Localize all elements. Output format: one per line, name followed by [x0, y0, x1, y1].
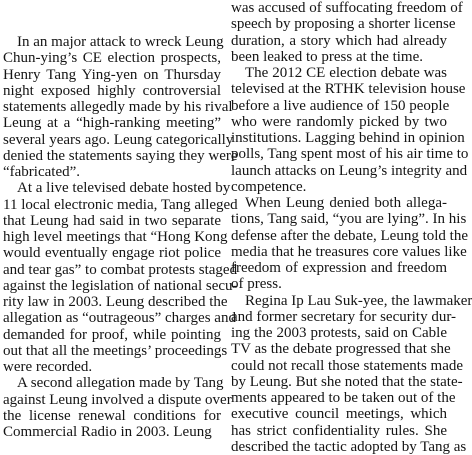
- text-line: against Leung involved a dispute over: [3, 392, 221, 408]
- text-line: televised at the RTHK television house: [231, 81, 447, 97]
- text-line: freedom of expression and freedom: [231, 260, 447, 276]
- text-line: tions, Tang said, “you are lying”. In his: [231, 211, 447, 227]
- left-column: [3, 0, 221, 440]
- paragraph: [3, 375, 221, 440]
- text-line: and former secretary for security dur-: [231, 309, 447, 325]
- text-line: statements allegedly made by his rival: [3, 99, 221, 115]
- text-line: and tear gas” to combat protests staged: [3, 262, 221, 278]
- text-line: demanded for proof, while pointing: [3, 327, 221, 343]
- text-line: The 2012 CE election debate was: [231, 65, 447, 81]
- paragraph: [3, 180, 221, 375]
- text-line: Henry Tang Ying-yen on Thursday: [3, 67, 221, 83]
- text-line: launch attacks on Leung’s integrity and: [231, 163, 447, 179]
- text-line: the license renewal conditions for: [3, 408, 221, 424]
- text-line: duration, a story which had already: [231, 33, 447, 49]
- text-line: 11 local electronic media, Tang alleged: [3, 197, 221, 213]
- text-line: high level meetings that “Hong Kong: [3, 229, 221, 245]
- text-line: Regina Ip Lau Suk-yee, the lawmaker: [231, 293, 447, 309]
- text-line: out that all the meetings’ proceedings: [3, 343, 221, 359]
- text-line: against the legislation of national secu-: [3, 278, 221, 294]
- paragraph: [231, 195, 447, 293]
- paragraph: [231, 293, 447, 455]
- text-line: polls, Tang spent most of his air time to: [231, 146, 447, 162]
- text-line: night exposed highly controversial: [3, 83, 221, 99]
- text-line: of press.: [231, 276, 447, 292]
- text-line: has strict confidentiality rules. She: [231, 423, 447, 439]
- text-line: speech by proposing a shorter license: [231, 16, 447, 32]
- text-line: Chun-ying’s CE election prospects,: [3, 50, 221, 66]
- text-line: would eventually engage riot police: [3, 245, 221, 261]
- text-line: executive council meetings, which: [231, 406, 447, 422]
- text-line: TV as the debate progressed that she: [231, 341, 447, 357]
- text-line: before a live audience of 150 people: [231, 98, 447, 114]
- text-line: Leung at a “high-ranking meeting”: [3, 115, 221, 131]
- text-line: was accused of suffocating freedom of: [231, 0, 447, 16]
- text-line: been leaked to press at the time.: [231, 49, 447, 65]
- text-line: rity law in 2003. Leung described the: [3, 294, 221, 310]
- text-line: ments appeared to be taken out of the: [231, 390, 447, 406]
- right-column: [231, 0, 447, 455]
- text-line: A second allegation made by Tang: [3, 375, 221, 391]
- text-line: In an major attack to wreck Leung: [3, 34, 221, 50]
- text-line: several years ago. Leung categorically: [3, 132, 221, 148]
- text-line: could not recall those statements made: [231, 358, 447, 374]
- text-line: “fabricated”.: [3, 164, 221, 180]
- paragraph: [231, 65, 447, 195]
- text-line: Commercial Radio in 2003. Leung: [3, 424, 221, 440]
- text-line: that Leung had said in two separate: [3, 213, 221, 229]
- text-line: were recorded.: [3, 359, 221, 375]
- text-line: described the tactic adopted by Tang as: [231, 439, 447, 455]
- text-line: by Leung. But she noted that the state-: [231, 374, 447, 390]
- text-line: denied the statements saying they were: [3, 148, 221, 164]
- text-line: media that he treasures core values like: [231, 244, 447, 260]
- text-line: who were randomly picked by two: [231, 114, 447, 130]
- text-line: ing the 2003 protests, said on Cable: [231, 325, 447, 341]
- paragraph: [231, 0, 447, 65]
- text-line: allegation as “outrageous” charges and: [3, 310, 221, 326]
- text-line: At a live televised debate hosted by: [3, 180, 221, 196]
- text-line: institutions. Lagging behind in opinion: [231, 130, 447, 146]
- text-line: competence.: [231, 179, 447, 195]
- text-line: When Leung denied both allega-: [231, 195, 447, 211]
- text-line: defense after the debate, Leung told the: [231, 228, 447, 244]
- paragraph: [3, 34, 221, 180]
